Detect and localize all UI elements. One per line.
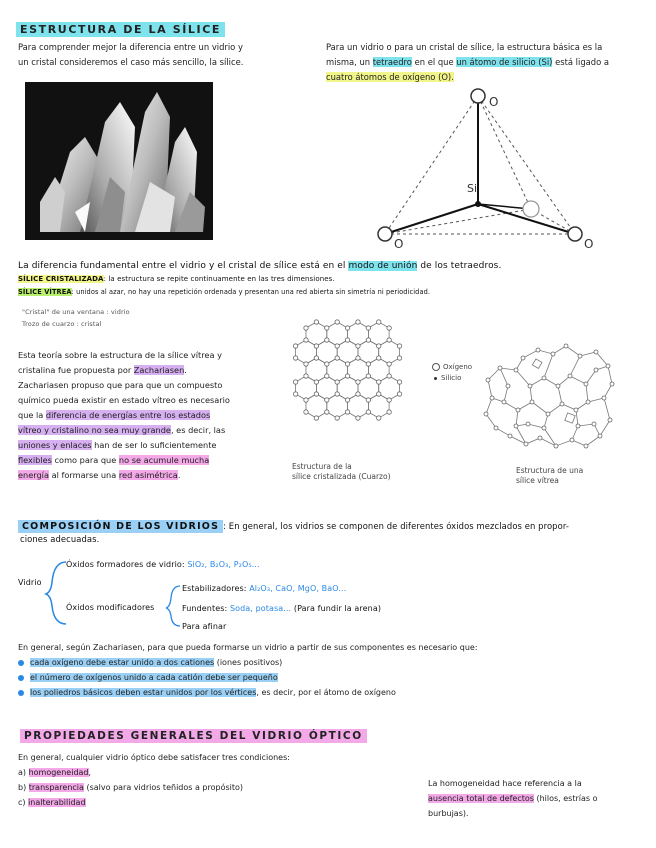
glass-node xyxy=(538,436,542,440)
oxygen-node xyxy=(293,356,297,360)
glass-node xyxy=(564,344,568,348)
oxygen-node xyxy=(366,326,370,330)
oxygen-node xyxy=(356,320,360,324)
oxygen-node xyxy=(314,416,318,420)
glass-node xyxy=(528,384,532,388)
hex-cell xyxy=(348,358,369,382)
bullet-icon xyxy=(18,675,24,681)
refining-row: Para afinar xyxy=(182,622,227,631)
fluxes-row: Fundentes: Soda, potasa... (Para fundir la arena) xyxy=(182,604,382,613)
oxygen-node xyxy=(325,374,329,378)
glass-node xyxy=(602,396,606,400)
oxygen-node xyxy=(345,338,349,342)
glass-network-diagram xyxy=(478,340,618,455)
oxygen-node xyxy=(325,410,329,414)
glass-node xyxy=(526,422,530,426)
oxygen-node xyxy=(314,380,318,384)
hex-cell xyxy=(316,340,337,364)
hex-cell xyxy=(337,340,358,364)
oxygen-node xyxy=(356,356,360,360)
difference-block: La diferencia fundamental entre el vidrio y el cristal de sílice está en el modo de unión de los tetraedros. SÍLICE CRISTALIZADA: la estructura se repite continuamente en las tres dimensiones. SÍLICE VÍTREA: unidos al azar, no hay una repetición ordenada y presentan una red abierta sin simetría ni periodicidad. xyxy=(18,261,502,296)
glass-node xyxy=(536,348,540,352)
glass-node xyxy=(584,444,588,448)
hex-cell xyxy=(368,322,389,346)
oxygen-node xyxy=(387,374,391,378)
glass-node xyxy=(568,374,572,378)
oxygen-node xyxy=(314,392,318,396)
glass-node xyxy=(584,382,588,386)
oxygen-node xyxy=(335,356,339,360)
glass-node xyxy=(521,356,525,360)
oxygen-node xyxy=(366,398,370,402)
hex-cell xyxy=(327,358,348,382)
glass-node xyxy=(592,422,596,426)
glass-node xyxy=(598,434,602,438)
oxygen-node xyxy=(345,398,349,402)
glass-node xyxy=(514,368,518,372)
hex-cell xyxy=(379,340,400,364)
oxygen-node xyxy=(325,362,329,366)
tetrahedron-diagram xyxy=(370,82,600,252)
section-title-structure: ESTRUCTURA DE LA SÍLICE xyxy=(16,22,225,37)
oxygen-node xyxy=(325,326,329,330)
glass-node xyxy=(560,402,564,406)
glass-node xyxy=(530,400,534,404)
notes-block: "Cristal" de una ventana : vidrio Trozo de cuarzo : cristal xyxy=(22,308,130,328)
oxygen-node xyxy=(335,380,339,384)
glass-node xyxy=(608,418,612,422)
oxygen-node xyxy=(377,344,381,348)
hex-cell xyxy=(358,376,379,400)
oxygen-node xyxy=(325,338,329,342)
label-o-top: O xyxy=(489,95,499,109)
bullet-icon xyxy=(18,690,24,696)
property-a: a) homogeneidad, xyxy=(18,768,92,777)
oxygen-node xyxy=(335,320,339,324)
label-o-right: O xyxy=(584,237,594,251)
intro-text: Para comprender mejor la diferencia entre un vidrio y un cristal consideremos el caso más sencillo, la sílice. xyxy=(18,42,244,67)
oxygen-node xyxy=(304,338,308,342)
hex-cell xyxy=(368,358,389,382)
silicon-legend-icon xyxy=(434,377,437,380)
tetrahedron-text: Para un vidrio o para un cristal de sílice, la estructura básica es la misma, un tetraedro en el que un átomo de silicio (Si) está ligado a cuatro átomos de oxígeno (O). xyxy=(326,42,610,82)
composition-intro: COMPOSICIÓN DE LOS VIDRIOS : En general, los vidrios se componen de diferentes óxidos mezclados en propor- ciones adecuadas. xyxy=(20,521,569,544)
glass-node xyxy=(506,384,510,388)
zachariasen-rules: En general, según Zachariasen, para que pueda formarse un vidrio a partir de sus componentes es necesario que: cada oxígeno debe estar unido a dos cationes (iones positivos) el número de oxígenos unido a cada catión debe ser pequeño los poliedros básicos deben estar unidos por los vértices, es decir, por el átomo de oxígeno xyxy=(18,640,648,700)
caption-crystal: Estructura de la sílice cristalizada (Cuarzo) xyxy=(292,462,391,481)
lattice-legend: Oxígeno Silicio xyxy=(432,362,472,384)
oxygen-node xyxy=(314,356,318,360)
glass-node xyxy=(594,350,598,354)
label-si: Si xyxy=(467,182,478,195)
oxygen-legend-icon xyxy=(432,363,440,371)
oxygen-node xyxy=(356,344,360,348)
hex-cell xyxy=(348,394,369,418)
hex-cell xyxy=(327,322,348,346)
glass-node xyxy=(586,400,590,404)
glass-node xyxy=(594,368,598,372)
oxygen-node xyxy=(377,392,381,396)
glass-node xyxy=(484,412,488,416)
hex-cell xyxy=(358,340,379,364)
glass-node xyxy=(542,426,546,430)
oxygen-node xyxy=(325,398,329,402)
oxygen-node xyxy=(293,344,297,348)
oxygen-node xyxy=(387,326,391,330)
hex-cell xyxy=(306,358,327,382)
glass-node xyxy=(486,378,490,382)
glass-node xyxy=(606,364,610,368)
silicon-atom xyxy=(475,201,481,207)
property-c: c) inalterabilidad xyxy=(18,798,86,807)
crystal-lattice-diagram xyxy=(290,318,425,458)
glass-node xyxy=(490,396,494,400)
oxygen-node xyxy=(377,380,381,384)
section-title-properties: PROPIEDADES GENERALES DEL VIDRIO ÓPTICO xyxy=(20,729,367,743)
section-title-composition: COMPOSICIÓN DE LOS VIDRIOS xyxy=(18,520,223,533)
oxygen-node xyxy=(293,380,297,384)
oxygen-top-atom xyxy=(471,89,485,103)
hex-cell xyxy=(337,376,358,400)
oxygen-node xyxy=(377,416,381,420)
stabilizers-row: Estabilizadores: Al₂O₃, CaO, MgO, BaO... xyxy=(182,584,347,593)
oxygen-node xyxy=(377,356,381,360)
oxygen-node xyxy=(345,374,349,378)
caption-glass: Estructura de una sílice vítrea xyxy=(516,466,584,485)
glass-node xyxy=(542,376,546,380)
oxygen-node xyxy=(356,416,360,420)
hex-cell xyxy=(379,376,400,400)
oxygen-node xyxy=(366,362,370,366)
oxygen-node xyxy=(366,338,370,342)
glass-node xyxy=(570,438,574,442)
rule-item-3: los poliedros básicos deben estar unidos por los vértices, es decir, por el átomo de oxígeno xyxy=(18,685,648,700)
hex-cell xyxy=(316,376,337,400)
hex-cell xyxy=(306,322,327,346)
oxygen-node xyxy=(293,392,297,396)
quartz-crystal-image xyxy=(25,82,213,240)
oxygen-node xyxy=(335,344,339,348)
oxygen-back-atom xyxy=(523,201,539,217)
glass-node xyxy=(546,412,550,416)
oxygen-node xyxy=(387,410,391,414)
tree-root: Vidrio xyxy=(18,578,42,587)
theory-text: Esta teoría sobre la estructura de la sílice vítrea y cristalina fue propuesta por Zachariasen. Zachariasen propuso que para que un compuesto químico pueda existir en estado vítreo es necesario que la diferencia de energías entre los estados vítreo y cristalino no sea muy grande, es decir, las uniones y enlaces han de ser lo suficientemente flexibles como para que no se acumule mucha energía al formarse una red asimétrica. xyxy=(18,350,230,480)
glass-node xyxy=(574,408,578,412)
glass-node xyxy=(610,382,614,386)
oxygen-node xyxy=(304,398,308,402)
oxygen-node xyxy=(356,392,360,396)
glass-node xyxy=(494,426,498,430)
label-o-left: O xyxy=(394,237,404,251)
glass-node xyxy=(502,400,506,404)
glass-node xyxy=(578,354,582,358)
oxygen-left-atom xyxy=(378,227,392,241)
glass-node xyxy=(551,352,555,356)
oxygen-node xyxy=(397,380,401,384)
glass-node xyxy=(524,442,528,446)
properties-list: En general, cualquier vidrio óptico debe satisfacer tres condiciones: a) homogeneidad, b) transparencia (salvo para vidrios teñidos a propósito) c) inalterabilidad xyxy=(18,750,398,810)
glass-node xyxy=(554,444,558,448)
hex-cell xyxy=(296,376,317,400)
homogeneity-note: La homogeneidad hace referencia a la ausencia total de defectos (hilos, estrías o burbujas). xyxy=(428,779,598,818)
oxygen-node xyxy=(387,338,391,342)
oxygen-node xyxy=(304,326,308,330)
oxygen-node xyxy=(397,344,401,348)
oxygen-node xyxy=(335,416,339,420)
oxygen-node xyxy=(377,320,381,324)
glass-node xyxy=(576,424,580,428)
glass-node xyxy=(516,408,520,412)
oxygen-node xyxy=(366,410,370,414)
hex-cell xyxy=(348,322,369,346)
oxygen-node xyxy=(314,320,318,324)
oxygen-node xyxy=(335,392,339,396)
oxygen-node xyxy=(356,380,360,384)
glass-node xyxy=(498,366,502,370)
oxygen-node xyxy=(397,392,401,396)
oxygen-node xyxy=(387,398,391,402)
glass-node xyxy=(556,384,560,388)
oxygen-node xyxy=(397,356,401,360)
oxygen-node xyxy=(304,362,308,366)
glass-node xyxy=(514,424,518,428)
oxygen-node xyxy=(304,374,308,378)
hex-cell xyxy=(368,394,389,418)
oxygen-right-atom xyxy=(568,227,582,241)
bullet-icon xyxy=(18,660,24,666)
hex-cell xyxy=(306,394,327,418)
rule-item-1: cada oxígeno debe estar unido a dos cationes (iones positivos) xyxy=(18,655,648,670)
oxygen-node xyxy=(314,344,318,348)
oxygen-node xyxy=(366,374,370,378)
rule-item-2: el número de oxígenos unido a cada catión debe ser pequeño xyxy=(18,670,648,685)
oxygen-node xyxy=(345,410,349,414)
oxygen-node xyxy=(345,362,349,366)
formers-row: Óxidos formadores de vidrio: SiO₂, B₂O₃, P₂O₅... xyxy=(66,560,260,569)
property-b: b) transparencia (salvo para vidrios teñidos a propósito) xyxy=(18,783,244,792)
hex-cell xyxy=(327,394,348,418)
modifiers-label: Óxidos modificadores xyxy=(66,603,155,612)
hex-cell xyxy=(296,340,317,364)
oxygen-node xyxy=(387,362,391,366)
oxygen-node xyxy=(345,326,349,330)
glass-node xyxy=(508,434,512,438)
oxygen-node xyxy=(304,410,308,414)
